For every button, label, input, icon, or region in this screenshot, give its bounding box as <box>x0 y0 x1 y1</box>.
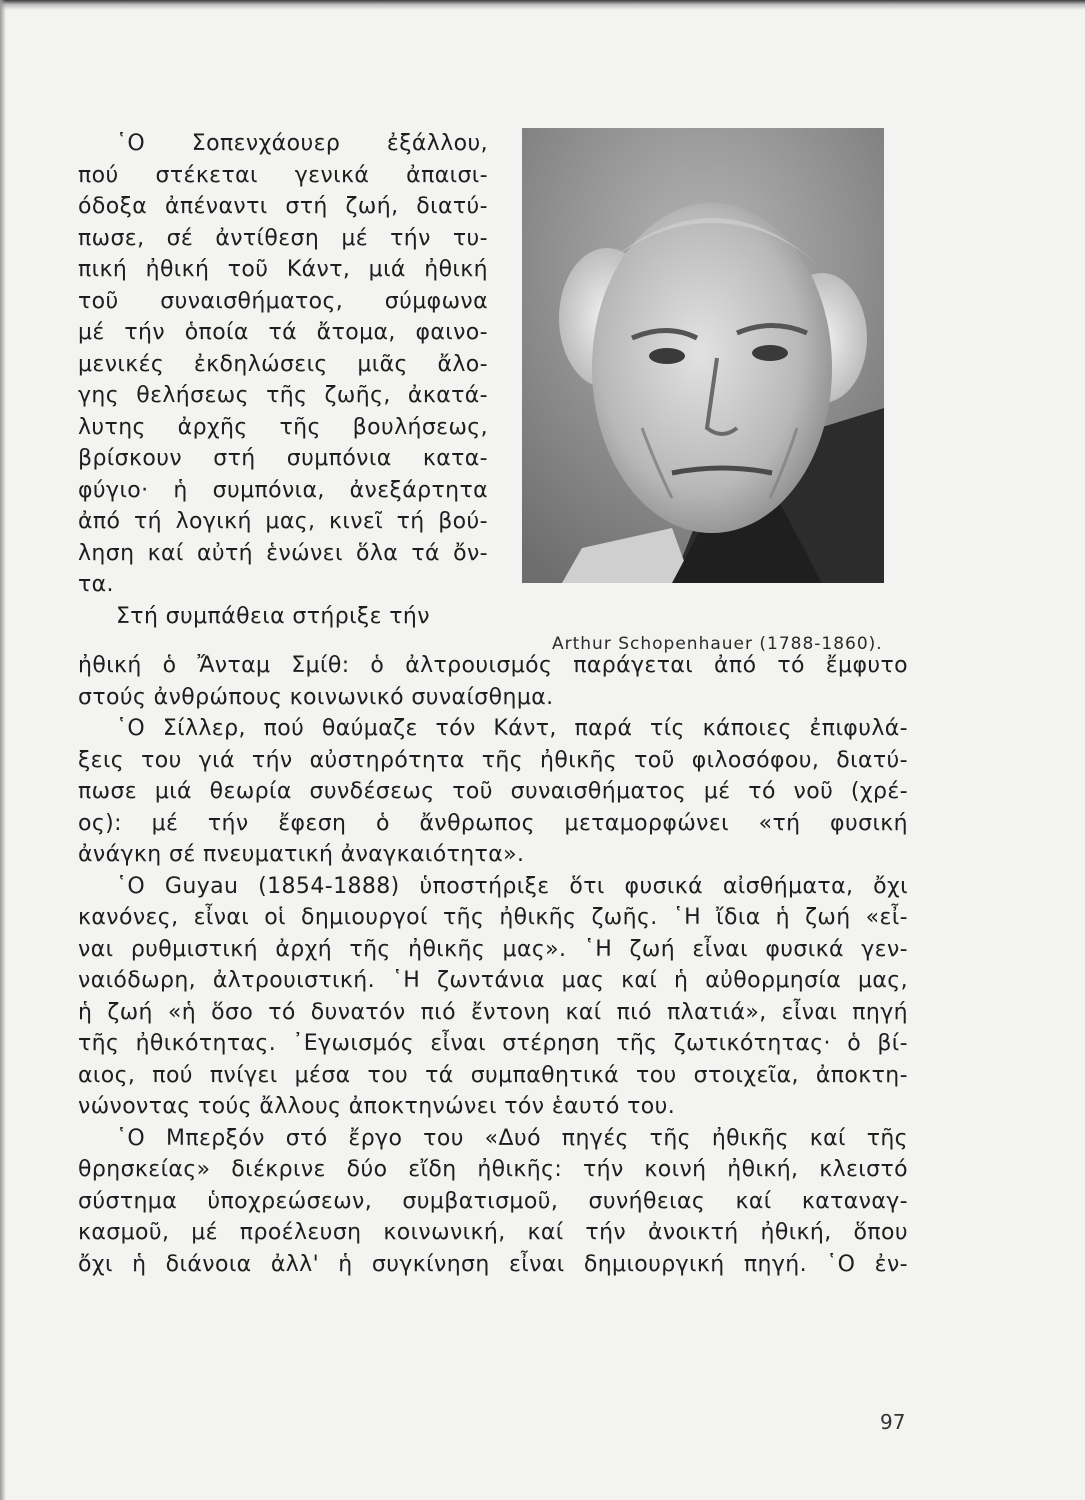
text-line: ῾Ο Σοπενχάουερ ἐξάλλου, <box>116 131 488 156</box>
text-line: ληση καί αὐτή ἑνώνει ὅλα τά ὄν- <box>78 540 488 566</box>
portrait-caption: Arthur Schopenhauer (1788-1860). <box>552 634 883 654</box>
text-line: ῾Ο Σίλλερ, πού θαύμαζε τόν Κάντ, παρά τίς κάποιες ἐπιφυλά- <box>116 716 908 741</box>
text-line: πική ἠθική τοῦ Κάντ, μιά ἠθική <box>78 257 488 282</box>
text-line: ἀνάγκη σέ πνευματική ἀναγκαιότητα». <box>78 842 525 867</box>
text-line: πωσε, σέ ἀντίθεση μέ τήν τυ- <box>78 225 488 251</box>
text-line: ἡ ζωή «ἡ ὅσο τό δυνατόν πιό ἔντονη καί πιό πλατιά», εἶναι πηγή <box>78 999 908 1025</box>
text-line: ῾Ο Guyau (1854-1888) ὑποστήριξε ὅτι φυσικά αἰσθήματα, ὄχι <box>116 873 908 899</box>
text-line: ναιόδωρη, ἀλτρουιστική. ῾Η ζωντάνια μας καί ἡ αὐθορμησία μας, <box>78 968 908 993</box>
text-line: σύστημα ὑποχρεώσεων, συμβατισμοῦ, συνήθειας καί καταναγ- <box>78 1188 908 1214</box>
text-line: γης θελήσεως τῆς ζωῆς, ἀκατά- <box>78 383 488 408</box>
text-column <box>78 128 488 632</box>
text-line: όδοξα ἀπέναντι στή ζωή, διατύ- <box>78 194 488 219</box>
text-line: νώνοντας τούς ἄλλους ἀποκτηνώνει τόν ἑαυτό του. <box>78 1094 676 1119</box>
text-line: Στή συμπάθεια στήριξε τήν <box>116 603 430 629</box>
portrait-illustration <box>522 128 884 583</box>
text-line: πωσε μιά θεωρία συνδέσεως τοῦ συναισθήματος μέ τό νοῦ (χρέ- <box>78 779 908 804</box>
page-top-edge <box>0 0 1085 10</box>
text-line: ἀπό τή λογική μας, κινεῖ τή βού- <box>78 509 488 534</box>
page-number: 97 <box>880 1410 906 1434</box>
page-left-edge <box>0 0 6 1500</box>
text-body <box>78 650 908 1280</box>
text-line: αιος, πού πνίγει μέσα του τά συμπαθητικά του στοιχεῖα, ἀποκτη- <box>78 1062 908 1088</box>
text-line: λυτης ἀρχῆς τῆς βουλήσεως, <box>78 414 488 440</box>
text-line: μέ τήν ὁποία τά ἄτομα, φαινο- <box>78 320 488 345</box>
text-line: ῾Ο Μπερξόν στό ἔργο του «Δυό πηγές τῆς ἠθικῆς καί τῆς <box>116 1125 908 1151</box>
text-line: ναι ρυθμιστική ἀρχή τῆς ἠθικῆς μας». ῾Η ζωή εἶναι φυσικά γεν- <box>78 936 908 962</box>
portrait-photo <box>522 128 884 583</box>
text-line: ος): μέ τήν ἔφεση ὁ ἄνθρωπος μεταμορφώνει «τή φυσική <box>78 810 908 836</box>
text-line: βρίσκουν στή συμπόνια κατα- <box>78 446 488 471</box>
text-line: φύγιο· ἡ συμπόνια, ἀνεξάρτητα <box>78 477 488 503</box>
text-line: τῆς ἠθικότητας. ᾿Εγωισμός εἶναι στέρηση τῆς ζωτικότητας· ὁ βί- <box>78 1031 908 1056</box>
text-line: στούς ἀνθρώπους κοινωνικό συναίσθημα. <box>78 684 554 710</box>
text-line: ἠθική ὁ Ἄνταμ Σμίθ: ὁ ἀλτρουισμός παράγεται ἀπό τό ἔμφυτο <box>78 653 908 678</box>
text-line: τοῦ συναισθήματος, σύμφωνα <box>78 288 488 314</box>
text-line: κανόνες, εἶναι οἱ δημιουργοί τῆς ἠθικῆς ζωῆς. ῾Η ἴδια ἡ ζωή «εἶ- <box>78 905 908 930</box>
text-line: ξεις του γιά τήν αὐστηρότητα τῆς ἠθικῆς τοῦ φιλοσόφου, διατύ- <box>78 747 908 773</box>
text-line: θρησκείας» διέκρινε δύο εἴδη ἠθικῆς: τήν κοινή ἠθική, κλειστό <box>78 1157 908 1182</box>
text-line: πού στέκεται γενικά ἀπαισι- <box>78 162 488 188</box>
text-line: μενικές ἐκδηλώσεις μιᾶς ἄλο- <box>78 351 488 377</box>
text-line: ὄχι ἡ διάνοια ἀλλ' ἡ συγκίνηση εἶναι δημιουργική πηγή. ῾Ο ἐν- <box>78 1251 908 1277</box>
text-line: κασμοῦ, μέ προέλευση κοινωνική, καί τήν ἀνοικτή ἠθική, ὅπου <box>78 1220 908 1245</box>
text-line: τα. <box>78 572 114 597</box>
